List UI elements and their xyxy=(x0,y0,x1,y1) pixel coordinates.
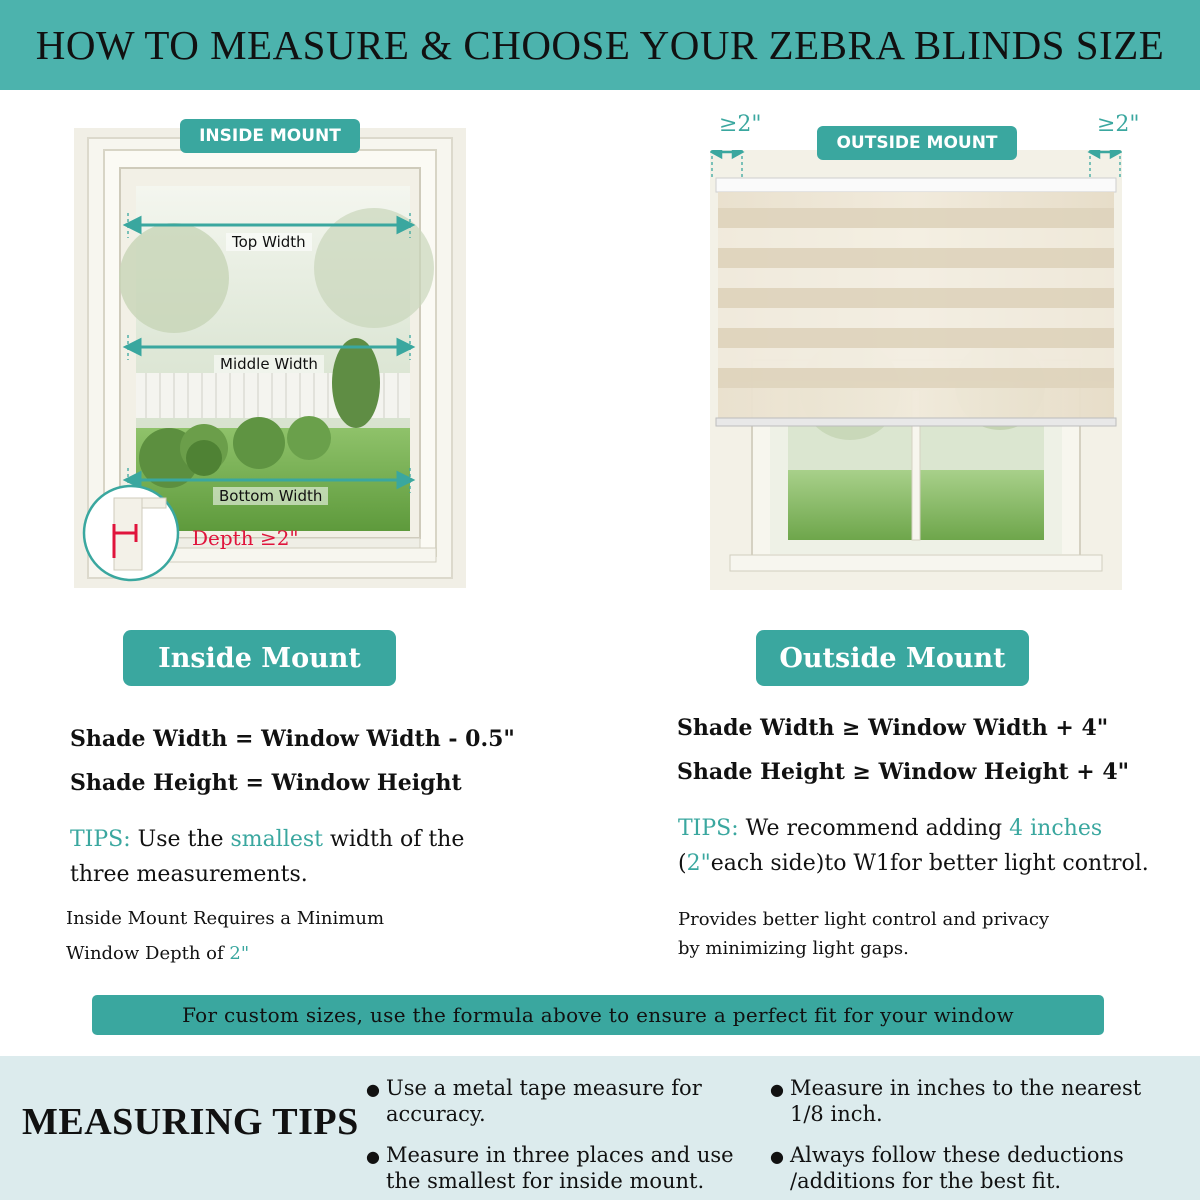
inside-tips-text2: width of the xyxy=(323,827,465,852)
tip-line: the smallest for inside mount. xyxy=(386,1169,705,1193)
bullet-icon: ● xyxy=(366,1080,380,1099)
outside-mount-illustration xyxy=(710,150,1122,590)
tip-line: Use a metal tape measure for xyxy=(386,1076,702,1100)
top-width-label: Top Width xyxy=(226,233,312,251)
tip-item xyxy=(770,1075,1190,1127)
inside-mount-title: Inside Mount xyxy=(123,630,396,686)
inside-tips-text1: Use the xyxy=(130,827,231,852)
outside-tips-prefix: TIPS: xyxy=(678,816,739,841)
tip-item xyxy=(366,1075,751,1127)
outside-mount-title: Outside Mount xyxy=(756,630,1029,686)
bullet-icon: ● xyxy=(770,1080,784,1099)
outside-tips-side: 2" xyxy=(686,851,711,876)
inside-tips xyxy=(70,822,520,892)
inside-mount-tag: INSIDE MOUNT xyxy=(180,119,360,153)
tip-line: Always follow these deductions xyxy=(790,1143,1124,1167)
tip-item xyxy=(366,1142,761,1194)
bottom-width-label: Bottom Width xyxy=(213,487,328,505)
overlap-right-label: ≥2" xyxy=(1097,112,1140,137)
tip-line: 1/8 inch. xyxy=(790,1102,883,1126)
inside-height-formula: Shade Height = Window Height xyxy=(70,770,462,796)
bullet-icon: ● xyxy=(366,1147,380,1166)
outside-tips-rest: each side)to W1for better light control. xyxy=(710,851,1149,876)
outside-tips-text1: We recommend adding xyxy=(738,816,1010,841)
outside-tips-open: ( xyxy=(678,851,687,876)
inside-note xyxy=(66,901,486,971)
bullet-icon: ● xyxy=(770,1147,784,1166)
overlap-left-label: ≥2" xyxy=(719,112,762,137)
outside-note xyxy=(678,905,1178,963)
custom-size-banner: For custom sizes, use the formula above to ensure a perfect fit for your window xyxy=(92,995,1104,1035)
tip-line: Measure in inches to the nearest xyxy=(790,1076,1142,1100)
outside-tips xyxy=(678,811,1193,881)
outside-note-line1: Provides better light control and privacy xyxy=(678,909,1050,930)
inside-tips-prefix: TIPS: xyxy=(70,827,131,852)
depth-label: Depth ≥2" xyxy=(192,526,299,550)
middle-width-label: Middle Width xyxy=(214,355,324,373)
page-title: HOW TO MEASURE & CHOOSE YOUR ZEBRA BLINDS SIZE xyxy=(35,22,1165,68)
outside-mount-tag: OUTSIDE MOUNT xyxy=(817,126,1017,160)
inside-note-depth: 2" xyxy=(229,943,250,964)
tip-line: Measure in three places and use xyxy=(386,1143,734,1167)
tip-line: accuracy. xyxy=(386,1102,486,1126)
outside-width-formula: Shade Width ≥ Window Width + 4" xyxy=(677,715,1109,741)
inside-note-line2: Window Depth of xyxy=(66,943,230,964)
outside-note-line2: by minimizing light gaps. xyxy=(678,938,909,959)
header-bar xyxy=(0,0,1200,90)
inside-note-line1: Inside Mount Requires a Minimum xyxy=(66,908,385,929)
outside-height-formula: Shade Height ≥ Window Height + 4" xyxy=(677,759,1130,785)
inside-width-formula: Shade Width = Window Width - 0.5" xyxy=(70,726,515,752)
tip-item xyxy=(770,1142,1190,1194)
outside-tips-highlight: 4 inches xyxy=(1009,816,1103,841)
inside-tips-line2: three measurements. xyxy=(70,862,308,887)
inside-tips-highlight: smallest xyxy=(230,827,324,852)
tip-line: /additions for the best fit. xyxy=(790,1169,1062,1193)
measuring-tips-title: MEASURING TIPS xyxy=(22,1101,359,1143)
